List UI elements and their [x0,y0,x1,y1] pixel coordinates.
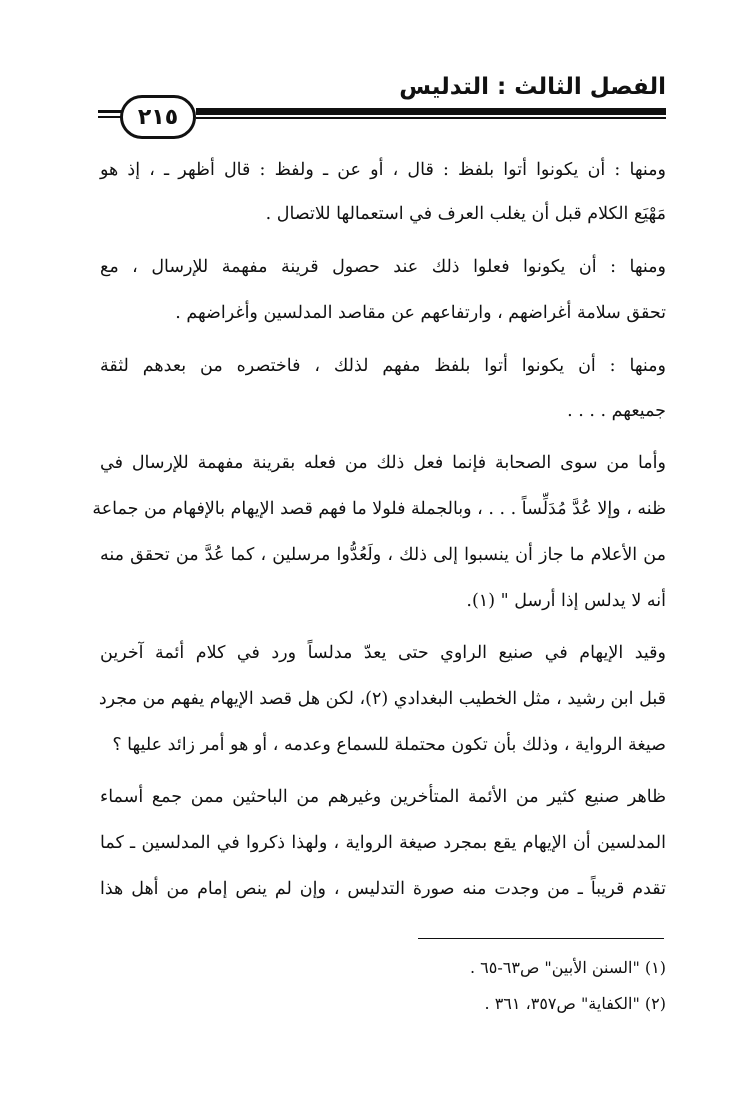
body-line: تقدم قريباً ـ من وجدت منه صورة التدليس ، وإن لم ينص إمام من أهل هذا [100,879,666,899]
body-line: ظنه ، وإلا عُدَّ مُدَلِّساً . . . ، وبالجملة فلولا ما فهم قصد الإيهام بالإفهام من جماعة [92,499,666,519]
body-line: وقيد الإيهام في صنيع الراوي حتى يعدّ مدلساً ورد في كلام أئمة آخرين [100,643,666,663]
body-line: أنه لا يدلس إذا أرسل " (١). [466,591,666,611]
header-rule-thick [196,108,666,115]
body-line: ظاهر صنيع كثير من الأئمة المتأخرين وغيرهم من الباحثين ممن جمع أسماء [100,787,666,807]
body-line: مَهْيَع الكلام قبل أن يغلب العرف في استعمالها للاتصال . [265,204,666,224]
body-line: ومنها : أن يكونوا فعلوا ذلك عند حصول قرينة مفهمة للإرسال ، مع [100,257,666,277]
header-rule-thin [196,117,666,119]
footnote: (٢) "الكفاية" ص٣٥٧، ٣٦١ . [484,994,666,1013]
chapter-title: الفصل الثالث : التدليس [399,74,666,100]
body-line: من الأعلام ما جاز أن ينسبوا إلى ذلك ، ولَعُدُّوا مرسلين ، كما عُدَّ من تحقق منه [100,545,666,565]
body-line: قبل ابن رشيد ، مثل الخطيب البغدادي (٢)، لكن هل قصد الإيهام يفهم من مجرد [98,689,666,709]
footnote: (١) "السنن الأبين" ص٦٣-٦٥ . [470,958,666,977]
body-line: ومنها : أن يكونوا أتوا بلفظ : قال ، أو عن ـ ولفظ : قال أظهر ـ ، إذ هو [100,160,666,180]
body-line: تحقق سلامة أغراضهم ، وارتفاعهم عن مقاصد المدلسين وأغراضهم . [175,303,666,323]
footnote-separator [418,938,664,939]
body-line: ومنها : أن يكونوا أتوا بلفظ مفهم لذلك ، فاختصره من بعدهم لثقة [100,356,666,376]
body-line: وأما من سوى الصحابة فإنما فعل ذلك من فعله بقرينة مفهمة للإرسال في [100,453,666,473]
page-number: ٢١٥ [120,95,196,139]
body-line: جميعهم . . . . [567,401,666,421]
body-line: صيغة الرواية ، وذلك بأن تكون محتملة للسماع وعدمه ، أو هو أمر زائد عليها ؟ [112,735,666,755]
body-line: المدلسين أن الإيهام يقع بمجرد صيغة الرواية ، ولهذا ذكروا في المدلسين ـ كما [100,833,666,853]
